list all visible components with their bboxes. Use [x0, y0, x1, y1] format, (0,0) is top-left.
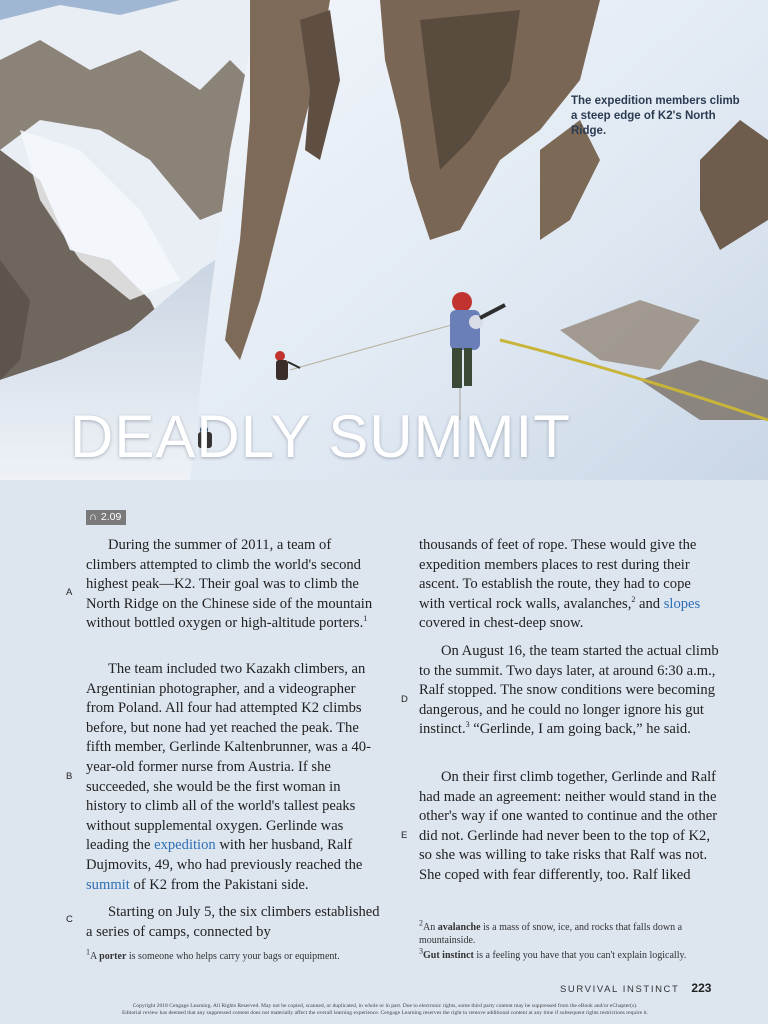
footnote-number: 1 [86, 947, 90, 957]
vocab-word-expedition[interactable]: expedition [154, 837, 216, 854]
paragraph-text: The team included two Kazakh climbers, an Argentinian photographer, and a videographer from Poland. All four had attempted K2 climbs before, but none had yet reached the peak. The fifth member, Gerlinde Kaltenbrunner, was a 40-year-old former nurse from Austria. If she succeeded, she would be the first woman in history to climb all of the world's tallest peaks without supplemental oxygen. Gerlinde was leading the [86, 661, 371, 854]
headphones-icon: ∩ [89, 511, 97, 523]
footnote-2 [419, 918, 719, 947]
footnote-text: is a mass of snow, ice, and rocks that falls down a mountainside. [419, 922, 683, 946]
paragraph-text: “Gerlinde, I am going back,” he said. [469, 721, 691, 738]
paragraph-text: During the summer of 2011, a team of climbers attempted to climb the world's second highest peak—K2. Their goal was to climb the North Ridge on the Chinese side of the mountain without bottled oxygen or high-altitude porters. [86, 537, 373, 632]
footnote-term: porter [99, 951, 127, 962]
article-title: DEADLY SUMMIT [70, 403, 571, 470]
footnote-3 [419, 946, 719, 962]
footnote-ref[interactable]: 3 [465, 720, 470, 730]
footnote-text: is someone who helps carry your bags or equipment. [126, 951, 340, 962]
audio-track-number: 2.09 [100, 511, 122, 523]
page-number: 223 [691, 981, 712, 995]
section-label: SURVIVAL INSTINCT [560, 984, 680, 995]
copyright-line: Copyright 2018 Cengage Learning. All Rights Reserved. May not be copied, scanned, or duplicated, in whole or in part. Due to electronic rights, some third party content may be suppressed from the eBook and/or eChapter(s). [132, 1003, 638, 1009]
paragraph-text: Starting on July 5, the six climbers established a series of camps, connected by [86, 904, 380, 940]
paragraph-d [419, 642, 719, 740]
audio-track-badge[interactable] [86, 510, 126, 525]
paragraph-text: On August 16, the team started the actual climb to the summit. Two days later, at around 6:30 a.m., Ralf stopped. The snow conditions were becoming dangerous, and he could no longer ignore his gut instinct. [419, 643, 719, 738]
paragraph-marker: B [66, 771, 73, 782]
paragraph-c-continued [419, 536, 719, 634]
copyright-notice [70, 1003, 700, 1017]
paragraph-e [419, 768, 719, 886]
photo-caption: The expedition members climb a steep edge of K2's North Ridge. [571, 95, 740, 137]
footnote-ref[interactable]: 1 [363, 614, 368, 624]
paragraph-text: thousands of feet of rope. These would give the expedition members places to rest during their ascent. To establish the route, they had to cope with vertical rock walls, avalanches, [419, 537, 697, 612]
footnote-text: A [90, 951, 100, 962]
footnote-1 [86, 947, 386, 963]
paragraph-marker: D [401, 694, 408, 705]
footnote-ref[interactable]: 2 [631, 594, 636, 604]
paragraph-marker: E [401, 830, 408, 841]
paragraph-b [86, 660, 384, 895]
vocab-word-slopes[interactable]: slopes [663, 595, 701, 612]
footnote-term: Gut instinct [423, 950, 474, 961]
paragraph-text: of K2 from the Pakistani side. [129, 876, 309, 893]
paragraph-a [86, 536, 384, 634]
copyright-line: Editorial review has deemed that any suppressed content does not materially affect the overall learning experience. Cengage Learning reserves the right to remove additional content at any time if subsequent rights restrictions require it. [122, 1010, 648, 1016]
footnote-text: is a feeling you have that you can't explain logically. [473, 950, 687, 961]
paragraph-marker: C [66, 914, 73, 925]
hero-photo [0, 0, 768, 480]
footnote-number: 2 [419, 918, 423, 928]
paragraph-text: with her husband, Ralf Dujmovits, 49, who had previously reached the [86, 837, 363, 873]
page-footer [560, 981, 711, 995]
paragraph-text: and [635, 595, 664, 612]
paragraph-c [86, 903, 384, 942]
footnote-text: An [423, 922, 438, 933]
footnote-number: 3 [419, 946, 423, 956]
vocab-word-summit[interactable]: summit [86, 876, 130, 893]
paragraph-marker: A [66, 587, 73, 598]
paragraph-text: covered in chest-deep snow. [419, 615, 584, 632]
paragraph-text: On their first climb together, Gerlinde and Ralf had made an agreement: neither would stand in the other's way if one wanted to continue and the other did not. Gerlinde had never been to the top of K2, so she was willing to take risks that Ralf was not. She coped with fear differently, too. Ralf liked [419, 769, 718, 883]
footnote-term: avalanche [437, 922, 481, 933]
